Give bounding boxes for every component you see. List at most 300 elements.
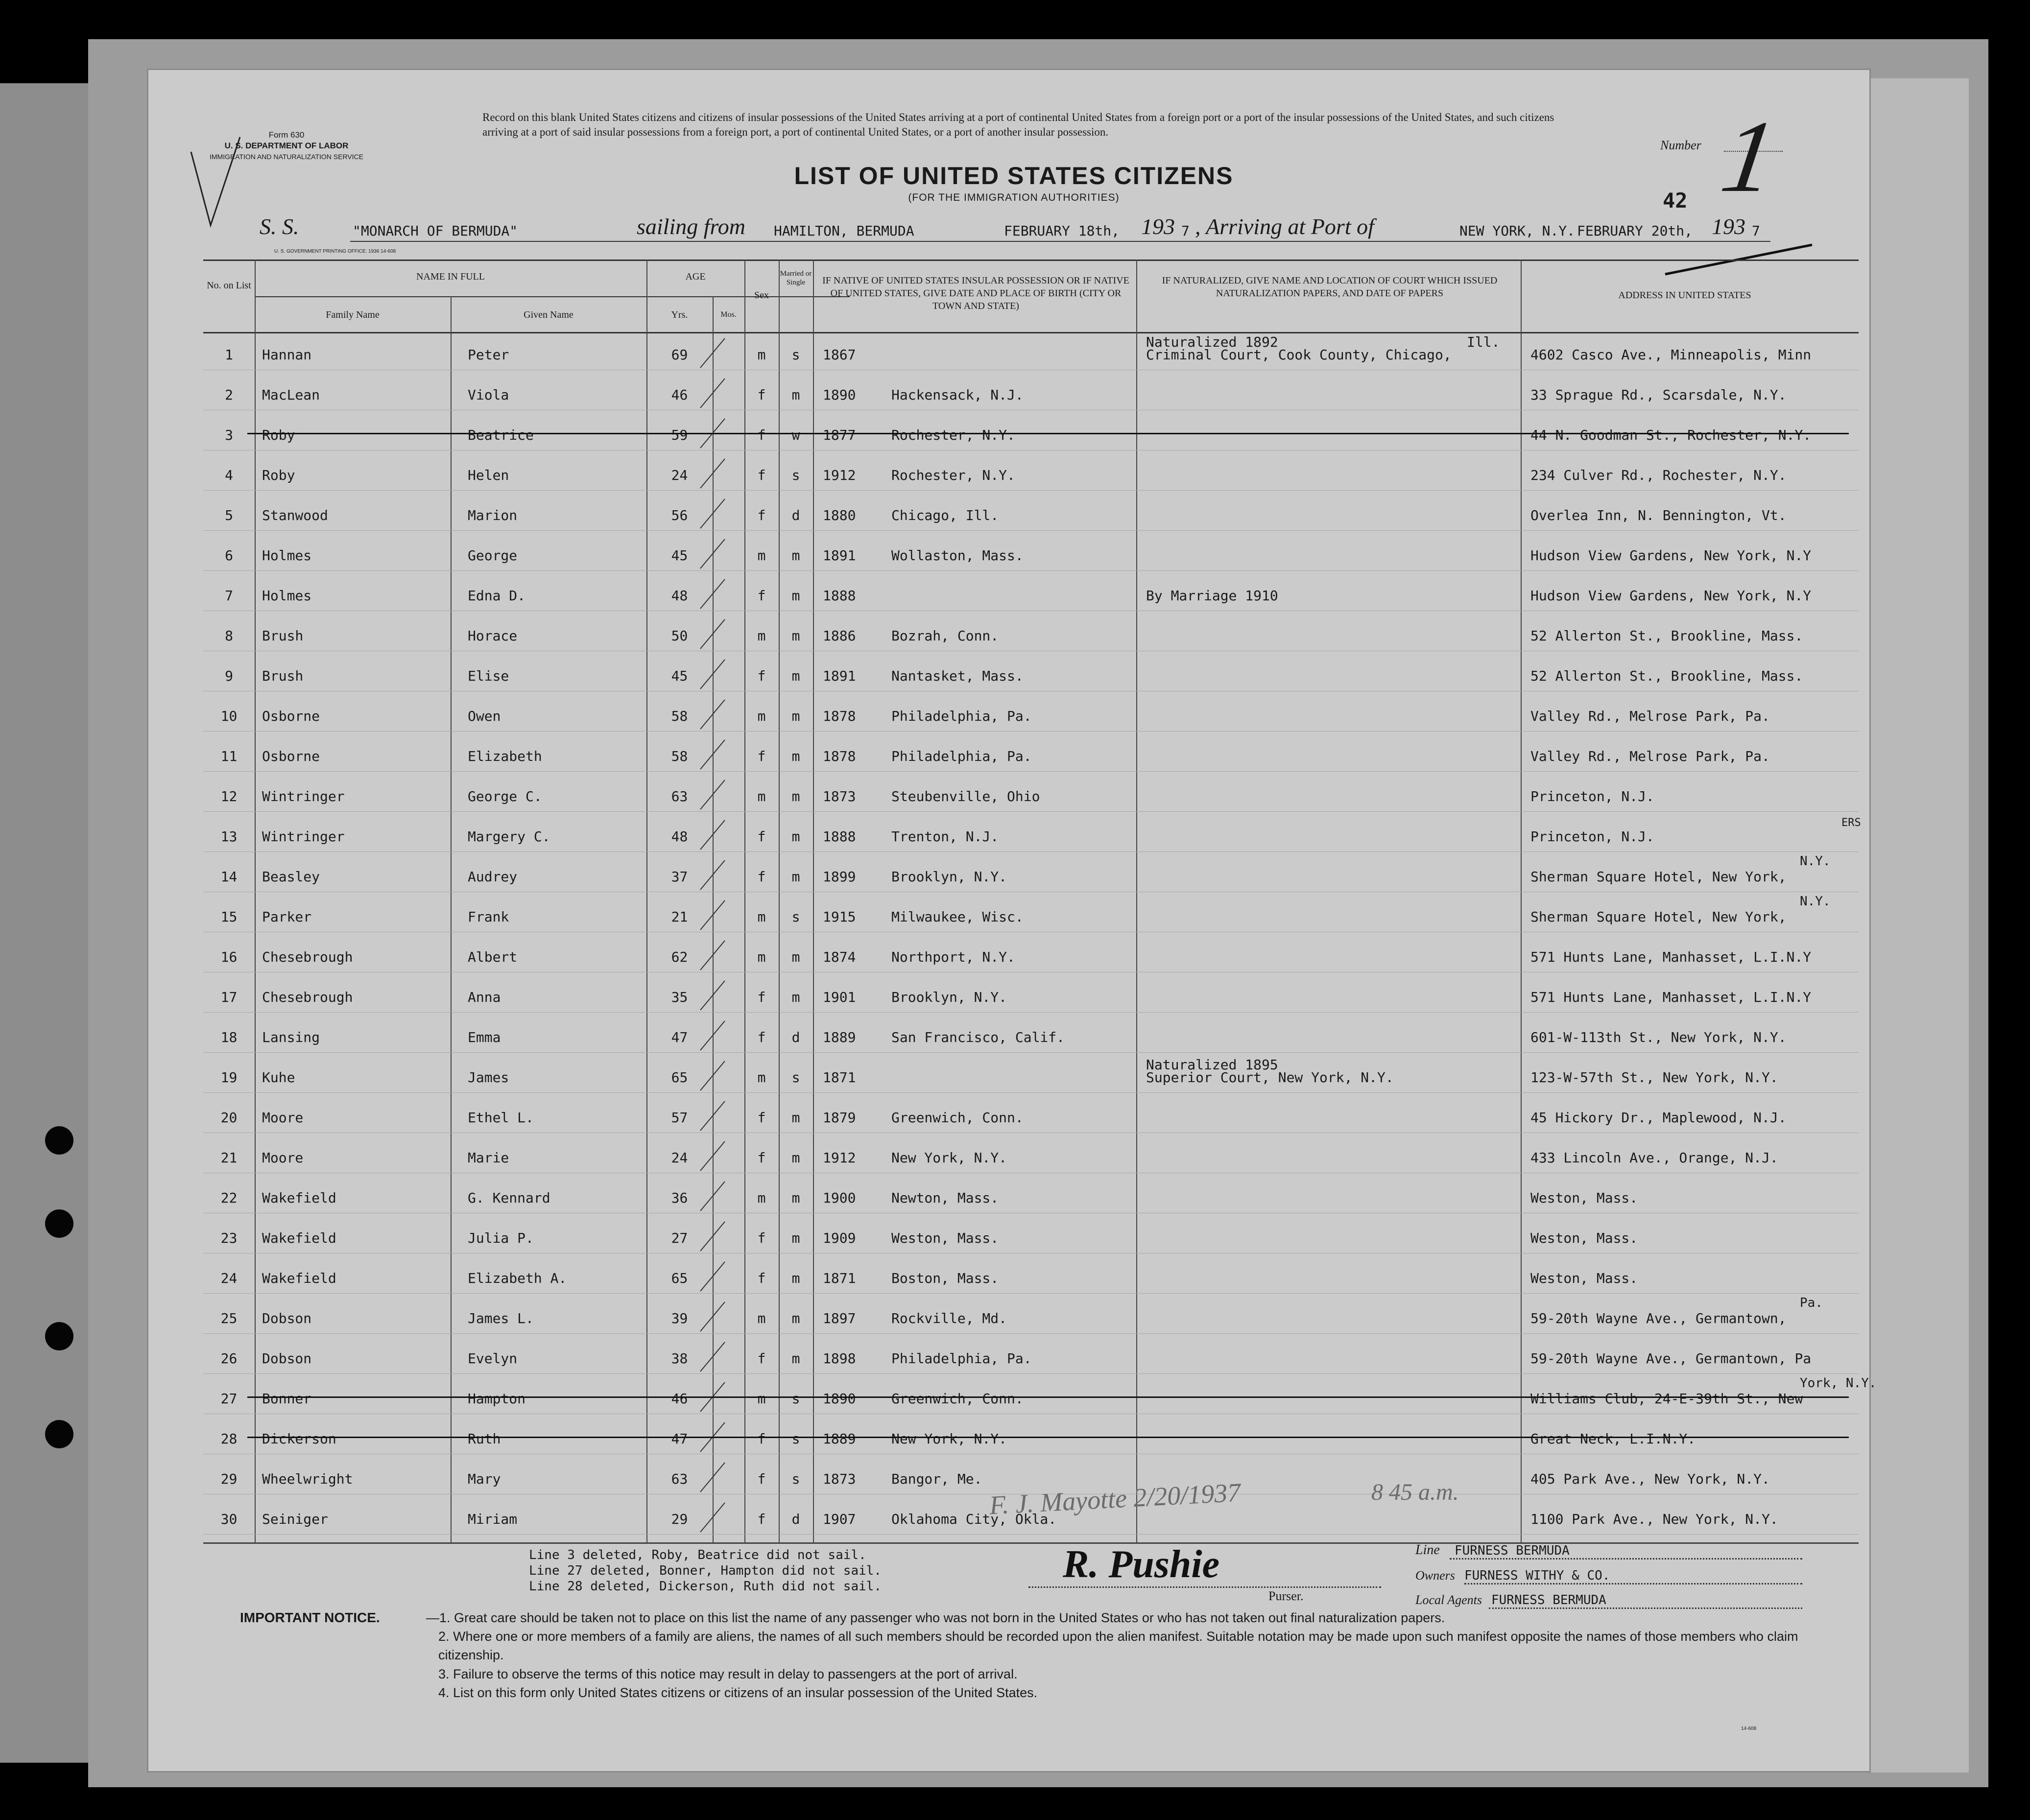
table-row xyxy=(203,733,1859,772)
cell-year: 1878 xyxy=(823,708,856,724)
origin-port: HAMILTON, BERMUDA xyxy=(774,223,914,239)
cell-naturalized-date: Naturalized 1892 xyxy=(1146,334,1278,350)
inspector-note: F. J. Mayotte 2/20/1937 xyxy=(988,1477,1242,1520)
footer-code: 14-608 xyxy=(1741,1726,1757,1731)
cell-ms: s xyxy=(791,909,800,925)
cell-given: Albert xyxy=(468,949,518,965)
cell-place: Philadelphia, Pa. xyxy=(891,748,1032,764)
cell-age: 59 xyxy=(671,427,688,443)
cell-place: New York, N.Y. xyxy=(891,1150,1007,1166)
agents-label: Local Agents xyxy=(1415,1593,1482,1607)
owners-label: Owners xyxy=(1415,1568,1455,1583)
tick-mark xyxy=(695,1300,730,1334)
cell-sex: f xyxy=(757,748,766,764)
owners-value: FURNESS WITHY & CO. xyxy=(1464,1568,1610,1583)
cell-place: Wollaston, Mass. xyxy=(891,547,1024,564)
cell-ms: m xyxy=(791,989,800,1005)
cell-ms: m xyxy=(791,1270,800,1286)
cell-given: Elise xyxy=(468,668,509,684)
page-number: 42 xyxy=(1663,189,1688,213)
tick-mark xyxy=(695,697,730,732)
cell-given: Marion xyxy=(468,507,518,523)
cell-ms: m xyxy=(791,1110,800,1126)
cell-age: 47 xyxy=(671,1431,688,1447)
cell-age: 39 xyxy=(671,1310,688,1326)
tick-mark xyxy=(695,778,730,812)
margin-note: ERS xyxy=(1841,817,1861,829)
cell-year: 1873 xyxy=(823,788,856,804)
cell-ms: m xyxy=(791,788,800,804)
cell-sex: f xyxy=(757,668,766,684)
table-row xyxy=(203,533,1859,571)
table-row xyxy=(203,372,1859,410)
cell-sex: f xyxy=(757,1431,766,1447)
cell-no: 12 xyxy=(220,788,238,804)
cell-given: Peter xyxy=(468,347,509,363)
cell-age: 63 xyxy=(671,1471,688,1487)
table-row xyxy=(203,1376,1877,1414)
table-row xyxy=(203,814,1859,852)
cell-year: 1915 xyxy=(823,909,856,925)
cell-given: Hampton xyxy=(468,1391,526,1407)
arriving-label: , Arriving at Port of xyxy=(1195,214,1374,239)
cell-family: Wintringer xyxy=(262,788,345,804)
cell-address: 52 Allerton St., Brookline, Mass. xyxy=(1530,628,1803,644)
cell-family: Seiniger xyxy=(262,1511,328,1527)
notice-heading: IMPORTANT NOTICE. xyxy=(240,1610,380,1625)
cell-ms: s xyxy=(791,1431,800,1447)
cell-given: Anna xyxy=(468,989,501,1005)
cell-year: 1890 xyxy=(823,387,856,403)
cell-place: Boston, Mass. xyxy=(891,1270,999,1286)
cell-age: 38 xyxy=(671,1350,688,1367)
cell-ms: s xyxy=(791,1069,800,1086)
table-row xyxy=(203,1296,1859,1334)
cell-family: Brush xyxy=(262,628,304,644)
cell-given: Beatrice xyxy=(468,427,534,443)
cell-family: Brush xyxy=(262,668,304,684)
cell-age: 35 xyxy=(671,989,688,1005)
cell-address: Williams Club, 24-E-39th St., New xyxy=(1530,1391,1803,1407)
tick-mark xyxy=(695,737,730,772)
cell-given: James L. xyxy=(468,1310,534,1326)
cell-ms: m xyxy=(791,869,800,885)
vessel-name: "MONARCH OF BERMUDA" xyxy=(353,223,518,239)
cell-sex: f xyxy=(757,1029,766,1045)
cell-address: 405 Park Ave., New York, N.Y. xyxy=(1530,1471,1770,1487)
cell-year: 1888 xyxy=(823,828,856,845)
cell-age: 24 xyxy=(671,467,688,483)
cell-family: Wakefield xyxy=(262,1270,336,1286)
tick-mark xyxy=(695,898,730,932)
cell-no: 15 xyxy=(220,909,238,925)
header-yrs: Yrs. xyxy=(671,309,688,320)
cell-year: 1888 xyxy=(823,588,856,604)
cell-place: Weston, Mass. xyxy=(891,1230,999,1246)
cell-year: 1891 xyxy=(823,547,856,564)
cell-given: James xyxy=(468,1069,509,1086)
service: IMMIGRATION AND NATURALIZATION SERVICE xyxy=(210,153,363,161)
notice-item: 3. Failure to observe the terms of this notice may result in delay to passengers at the port of arrival. xyxy=(438,1667,1018,1681)
header-family-name: Family Name xyxy=(326,309,380,320)
cell-no: 8 xyxy=(225,628,233,644)
cell-age: 29 xyxy=(671,1511,688,1527)
cell-sex: f xyxy=(757,1350,766,1367)
cell-no: 23 xyxy=(220,1230,238,1246)
cell-age: 24 xyxy=(671,1150,688,1166)
cell-no: 6 xyxy=(225,547,233,564)
voyage-underline xyxy=(350,241,1770,242)
cell-address: 4602 Casco Ave., Minneapolis, Minn xyxy=(1530,347,1812,363)
cell-place: Chicago, Ill. xyxy=(891,507,999,523)
cell-family: Roby xyxy=(262,467,295,483)
cell-place: Newton, Mass. xyxy=(891,1190,999,1206)
cell-place: Rochester, N.Y. xyxy=(891,427,1015,443)
cell-year: 1912 xyxy=(823,467,856,483)
departure-year: 7 xyxy=(1181,223,1190,239)
cell-given: Miriam xyxy=(468,1511,518,1527)
cell-given: Ruth xyxy=(468,1431,501,1447)
cell-ms: s xyxy=(791,1391,800,1407)
cell-sex: m xyxy=(757,1391,766,1407)
line-value: FURNESS BERMUDA xyxy=(1455,1543,1570,1558)
cell-address: 571 Hunts Lane, Manhasset, L.I.N.Y xyxy=(1530,949,1812,965)
cell-no: 17 xyxy=(220,989,238,1005)
next-page-edge xyxy=(1861,78,1969,1773)
cell-sex: m xyxy=(757,628,766,644)
tick-mark xyxy=(695,657,730,691)
punch-hole xyxy=(45,1126,73,1155)
cell-address: Weston, Mass. xyxy=(1530,1190,1638,1206)
header-given-name: Given Name xyxy=(524,309,573,320)
cell-given: Viola xyxy=(468,387,509,403)
cell-family: Wheelwright xyxy=(262,1471,353,1487)
cell-year: 1880 xyxy=(823,507,856,523)
cell-place: Steubenville, Ohio xyxy=(891,788,1040,804)
cell-family: Lansing xyxy=(262,1029,320,1045)
cell-given: Elizabeth A. xyxy=(468,1270,567,1286)
cell-age: 57 xyxy=(671,1110,688,1126)
cell-no: 26 xyxy=(220,1350,238,1367)
punch-hole xyxy=(45,1322,73,1350)
department: U. S. DEPARTMENT OF LABOR xyxy=(224,141,349,150)
record-instructions: Record on this blank United States citizens and citizens of insular possessions of the United States arriving at a port of continental United States from a foreign port or a port of the insular possessions of the United States, and such citizens arriving at a port of said insular possessions from a foreign port, a port of continental United States, or a port of another insular possession. xyxy=(482,111,1554,138)
deletion-note: Line 27 deleted, Bonner, Hampton did not sail. xyxy=(529,1563,882,1578)
cell-naturalized-date: Naturalized 1895 xyxy=(1146,1057,1278,1073)
cell-address: Princeton, N.J. xyxy=(1530,788,1654,804)
sailing-label: sailing from xyxy=(637,214,745,239)
cell-year: 1874 xyxy=(823,949,856,965)
cell-place: New York, N.Y. xyxy=(891,1431,1007,1447)
cell-ms: m xyxy=(791,668,800,684)
arrival-year: 7 xyxy=(1752,223,1760,239)
cell-place: Brooklyn, N.Y. xyxy=(891,869,1007,885)
cell-family: Holmes xyxy=(262,588,312,604)
deletion-notes xyxy=(529,1547,882,1594)
cell-sex: m xyxy=(757,547,766,564)
cell-age: 46 xyxy=(671,387,688,403)
cell-place: Philadelphia, Pa. xyxy=(891,708,1032,724)
cell-ms: s xyxy=(791,467,800,483)
table-row xyxy=(203,1336,1859,1374)
cell-sex: m xyxy=(757,1069,766,1086)
cell-address: 44 N. Goodman St., Rochester, N.Y. xyxy=(1530,427,1812,443)
deleted-row-strike xyxy=(247,1396,1849,1398)
cell-ms: m xyxy=(791,828,800,845)
table-row xyxy=(203,1055,1859,1093)
cell-address-overflow: N.Y. xyxy=(1800,854,1831,869)
cell-place: Brooklyn, N.Y. xyxy=(891,989,1007,1005)
cell-place: Oklahoma City, Okla. xyxy=(891,1511,1057,1527)
cell-age: 47 xyxy=(671,1029,688,1045)
inspection-time: 8 45 a.m. xyxy=(1371,1479,1459,1505)
cell-ms: w xyxy=(791,427,800,443)
cell-no: 24 xyxy=(220,1270,238,1286)
cell-address-overflow: York, N.Y. xyxy=(1800,1376,1877,1391)
table-row xyxy=(203,1015,1859,1053)
cell-place: Greenwich, Conn. xyxy=(891,1110,1024,1126)
cell-no: 4 xyxy=(225,467,233,483)
cell-given: Mary xyxy=(468,1471,501,1487)
header-age: AGE xyxy=(685,271,706,282)
cell-year: 1909 xyxy=(823,1230,856,1246)
cell-place: San Francisco, Calif. xyxy=(891,1029,1065,1045)
cell-family: MacLean xyxy=(262,387,320,403)
cell-family: Hannan xyxy=(262,347,312,363)
cell-address: Great Neck, L.I.N.Y. xyxy=(1530,1431,1696,1447)
cell-no: 11 xyxy=(220,748,238,764)
header-birthplace: IF NATIVE OF UNITED STATES INSULAR POSSESSION OR IF NATIVE OF UNITED STATES, GIVE DATE AND PLACE OF BIRTH (CITY OR TOWN AND STATE) xyxy=(822,275,1129,311)
cell-address: 59-20th Wayne Ave., Germantown, xyxy=(1530,1310,1787,1326)
cell-age: 21 xyxy=(671,909,688,925)
tick-mark xyxy=(695,1219,730,1253)
table-row xyxy=(203,1095,1859,1133)
cell-year: 1890 xyxy=(823,1391,856,1407)
cell-age: 45 xyxy=(671,547,688,564)
cell-no: 28 xyxy=(220,1431,238,1447)
cell-no: 30 xyxy=(220,1511,238,1527)
cell-ms: m xyxy=(791,1150,800,1166)
header-name-in-full: NAME IN FULL xyxy=(416,271,485,282)
cell-ms: m xyxy=(791,628,800,644)
cell-family: Osborne xyxy=(262,748,320,764)
cell-address: 123-W-57th St., New York, N.Y. xyxy=(1530,1069,1778,1086)
cell-year: 1898 xyxy=(823,1350,856,1367)
cell-sex: f xyxy=(757,869,766,885)
cell-no: 5 xyxy=(225,507,233,523)
tick-mark xyxy=(695,1059,730,1093)
cell-sex: m xyxy=(757,347,766,363)
cell-year: 1901 xyxy=(823,989,856,1005)
table-row xyxy=(203,1135,1859,1173)
notice-item: 2. Where one or more members of a family are aliens, the names of all such members should be recorded upon the alien manifest. Suitable notation may be made upon such manifest opposite the names of those members who claim citizenship. xyxy=(438,1629,1798,1662)
cell-age: 58 xyxy=(671,748,688,764)
cell-address: 1100 Park Ave., New York, N.Y. xyxy=(1530,1511,1778,1527)
cell-address: Valley Rd., Melrose Park, Pa. xyxy=(1530,748,1770,764)
tick-mark xyxy=(695,938,730,972)
table-row xyxy=(203,1416,1859,1454)
signature-line xyxy=(1028,1586,1381,1588)
cell-sex: f xyxy=(757,828,766,845)
cell-ms: s xyxy=(791,1471,800,1487)
cell-family: Beasley xyxy=(262,869,320,885)
cell-address-overflow: N.Y. xyxy=(1800,894,1831,909)
tick-mark xyxy=(695,1139,730,1173)
deletion-note: Line 28 deleted, Dickerson, Ruth did not sail. xyxy=(529,1579,882,1594)
header-naturalized: IF NATURALIZED, GIVE NAME AND LOCATION OF COURT WHICH ISSUED NATURALIZATION PAPERS, AND DATE OF PAPERS xyxy=(1162,275,1498,299)
cell-family: Stanwood xyxy=(262,507,328,523)
cell-family: Chesebrough xyxy=(262,989,353,1005)
cell-year: 1907 xyxy=(823,1511,856,1527)
cell-given: Audrey xyxy=(468,869,518,885)
cell-no: 22 xyxy=(220,1190,238,1206)
table-row xyxy=(203,974,1859,1013)
cell-sex: f xyxy=(757,1230,766,1246)
cell-sex: f xyxy=(757,427,766,443)
cell-address: Princeton, N.J. xyxy=(1530,828,1654,845)
cell-ms: m xyxy=(791,748,800,764)
cell-age: 48 xyxy=(671,588,688,604)
tick-mark xyxy=(695,1340,730,1374)
header-sex: Sex xyxy=(754,290,769,301)
tick-mark xyxy=(695,978,730,1013)
cell-address: 52 Allerton St., Brookline, Mass. xyxy=(1530,668,1803,684)
cell-place: Bozrah, Conn. xyxy=(891,628,999,644)
cell-no: 19 xyxy=(220,1069,238,1086)
table-row xyxy=(203,1215,1859,1253)
cell-sex: f xyxy=(757,989,766,1005)
cell-year: 1912 xyxy=(823,1150,856,1166)
page-title: LIST OF UNITED STATES CITIZENS xyxy=(794,162,1234,189)
cell-family: Parker xyxy=(262,909,312,925)
cell-address: Weston, Mass. xyxy=(1530,1270,1638,1286)
cell-ms: m xyxy=(791,1310,800,1326)
page-subtitle: (FOR THE IMMIGRATION AUTHORITIES) xyxy=(908,192,1120,203)
cell-place: Milwaukee, Wisc. xyxy=(891,909,1024,925)
notice-item: —1. Great care should be taken not to place on this list the name of any passenger who was not born in the United States or who has not taken out final naturalization papers. xyxy=(426,1610,1445,1625)
cell-family: Dickerson xyxy=(262,1431,336,1447)
cell-naturalized-court: Superior Court, New York, N.Y. xyxy=(1146,1069,1394,1086)
cell-no: 14 xyxy=(220,869,238,885)
cell-place: Trenton, N.J. xyxy=(891,828,999,845)
cell-no: 9 xyxy=(225,668,233,684)
arrival-port: NEW YORK, N.Y. xyxy=(1459,223,1576,239)
cell-ms: m xyxy=(791,588,800,604)
cell-place: Rockville, Md. xyxy=(891,1310,1007,1326)
table-row xyxy=(203,934,1859,972)
cell-age: 62 xyxy=(671,949,688,965)
printing-office: U. S. GOVERNMENT PRINTING OFFICE: 1936 14-608 xyxy=(274,249,396,254)
cell-age: 56 xyxy=(671,507,688,523)
cell-given: Ethel L. xyxy=(468,1110,534,1126)
table-row xyxy=(203,894,1859,932)
cell-sex: f xyxy=(757,1471,766,1487)
tick-mark xyxy=(695,496,730,531)
table-row xyxy=(203,653,1859,691)
cell-address: Sherman Square Hotel, New York, xyxy=(1530,869,1787,885)
cell-year: 1900 xyxy=(823,1190,856,1206)
cell-ms: m xyxy=(791,1350,800,1367)
cell-no: 20 xyxy=(220,1110,238,1126)
cell-sex: m xyxy=(757,909,766,925)
cell-no: 13 xyxy=(220,828,238,845)
cell-given: Marie xyxy=(468,1150,509,1166)
tick-mark xyxy=(695,1259,730,1294)
cell-address: Hudson View Gardens, New York, N.Y xyxy=(1530,588,1812,604)
cell-address: 234 Culver Rd., Rochester, N.Y. xyxy=(1530,467,1787,483)
cell-year: 1877 xyxy=(823,427,856,443)
cell-place: Philadelphia, Pa. xyxy=(891,1350,1032,1367)
departure-year-prefix: 193 xyxy=(1141,214,1175,239)
deleted-row-strike xyxy=(247,1437,1849,1438)
cell-sex: f xyxy=(757,467,766,483)
tick-mark xyxy=(695,1460,730,1494)
arrival-date: FEBRUARY 20th, xyxy=(1577,223,1693,239)
table-row xyxy=(203,613,1859,651)
table-row xyxy=(203,573,1859,611)
cell-ms: m xyxy=(791,387,800,403)
cell-age: 36 xyxy=(671,1190,688,1206)
cell-ms: s xyxy=(791,347,800,363)
cell-no: 3 xyxy=(225,427,233,443)
cell-address: Valley Rd., Melrose Park, Pa. xyxy=(1530,708,1770,724)
cell-no: 1 xyxy=(225,347,233,363)
cell-no: 21 xyxy=(220,1150,238,1166)
cell-given: Helen xyxy=(468,467,509,483)
notice-item: 4. List on this form only United States citizens or citizens of an insular possession of the United States. xyxy=(438,1685,1038,1700)
cell-year: 1889 xyxy=(823,1029,856,1045)
cell-age: 48 xyxy=(671,828,688,845)
cell-address: Weston, Mass. xyxy=(1530,1230,1638,1246)
cell-year: 1873 xyxy=(823,1471,856,1487)
deleted-row-strike xyxy=(247,433,1849,434)
arrival-year-prefix: 193 xyxy=(1712,214,1745,239)
header-no-on-list: No. on List xyxy=(207,280,251,291)
cell-sex: m xyxy=(757,1310,766,1326)
cell-given: Edna D. xyxy=(468,588,526,604)
cell-no: 7 xyxy=(225,588,233,604)
cell-ms: m xyxy=(791,1190,800,1206)
cell-address: 571 Hunts Lane, Manhasset, L.I.N.Y xyxy=(1530,989,1812,1005)
cell-place: Hackensack, N.J. xyxy=(891,387,1024,403)
cell-age: 65 xyxy=(671,1069,688,1086)
cell-no: 10 xyxy=(220,708,238,724)
cell-family: Moore xyxy=(262,1110,304,1126)
cell-year: 1889 xyxy=(823,1431,856,1447)
cell-sex: f xyxy=(757,1511,766,1527)
cell-age: 45 xyxy=(671,668,688,684)
cell-year: 1891 xyxy=(823,668,856,684)
cell-age: 37 xyxy=(671,869,688,885)
cell-sex: f xyxy=(757,588,766,604)
cell-family: Wintringer xyxy=(262,828,345,845)
list-number: 1 xyxy=(1705,100,1794,213)
header-married-single: Married or Single xyxy=(780,270,812,286)
cell-address: Sherman Square Hotel, New York, xyxy=(1530,909,1787,925)
cell-ms: d xyxy=(791,1029,800,1045)
cell-given: G. Kennard xyxy=(468,1190,550,1206)
cell-no: 27 xyxy=(220,1391,238,1407)
cell-ms: m xyxy=(791,547,800,564)
ss-label: S. S. xyxy=(260,214,299,239)
tick-mark xyxy=(695,577,730,611)
table-row xyxy=(203,693,1859,732)
tick-mark xyxy=(695,617,730,651)
cell-place: Bangor, Me. xyxy=(891,1471,982,1487)
cell-sex: m xyxy=(757,788,766,804)
tick-mark xyxy=(695,336,730,370)
cell-given: Evelyn xyxy=(468,1350,518,1367)
